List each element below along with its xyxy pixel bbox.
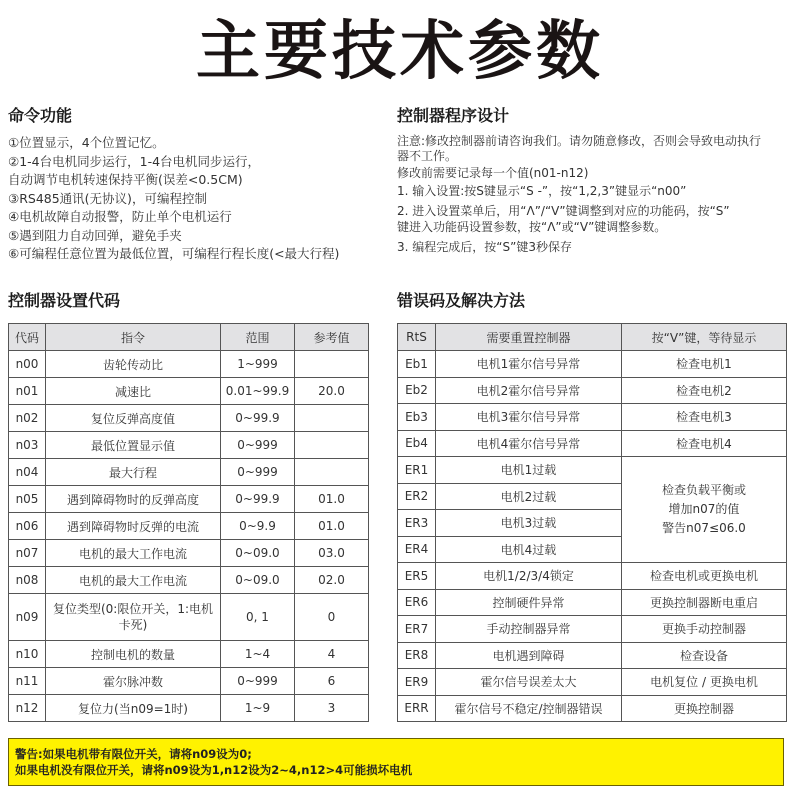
cell-instruction: 电机的最大工作电流 <box>46 567 221 594</box>
table-row <box>9 540 369 567</box>
cell-code: ER1 <box>398 457 436 484</box>
cell-range: 0~999 <box>221 432 295 459</box>
settings-table <box>8 323 369 722</box>
cell-code: ER4 <box>398 536 436 563</box>
cell-description: 霍尔信号误差太大 <box>436 669 622 696</box>
cell-description: 霍尔信号不稳定/控制器错误 <box>436 695 622 722</box>
cell-action: 电机复位 / 更换电机 <box>622 669 787 696</box>
cell-code: n11 <box>9 668 46 695</box>
cell-ref <box>295 432 369 459</box>
command-functions-list <box>8 134 339 264</box>
program-line: 注意:修改控制器前请咨询我们。请勿随意修改，否则会导致电动执行 <box>397 134 762 148</box>
cell-code: ER5 <box>398 563 436 590</box>
table-row <box>398 589 787 616</box>
table-row <box>398 377 787 404</box>
cell-instruction: 遇到障碍物时的反弹高度 <box>46 486 221 513</box>
program-line: 键进入功能码设置参数，按“Λ”或“V”键调整参数。 <box>397 219 667 234</box>
cell-range: 1~4 <box>221 641 295 668</box>
table-row <box>398 669 787 696</box>
cell-description: 电机1/2/3/4锁定 <box>436 563 622 590</box>
cell-code: ER8 <box>398 642 436 669</box>
program-design-text <box>397 133 761 257</box>
warning-box <box>8 738 784 786</box>
cell-code: Eb2 <box>398 377 436 404</box>
table-header-row <box>9 324 369 351</box>
cell-instruction: 电机的最大工作电流 <box>46 540 221 567</box>
column-header-range: 范围 <box>221 324 295 351</box>
cell-description: 手动控制器异常 <box>436 616 622 643</box>
program-line: 修改前需要记录每一个值(n01-n12) <box>397 166 589 180</box>
table-row <box>9 567 369 594</box>
table-row <box>398 563 787 590</box>
cell-instruction: 减速比 <box>46 378 221 405</box>
table-row <box>398 616 787 643</box>
cell-action: 检查设备 <box>622 642 787 669</box>
command-line: ⑤遇到阻力自动回弹，避免手夹 <box>8 227 182 243</box>
cell-action-merged <box>622 457 787 563</box>
column-header-action: 按“V”键，等待显示 <box>622 324 787 351</box>
program-line: 器不工作。 <box>397 148 458 163</box>
cell-code: Eb4 <box>398 430 436 457</box>
cell-code: Eb1 <box>398 351 436 378</box>
table-row <box>398 430 787 457</box>
cell-range: 0~99.9 <box>221 405 295 432</box>
cell-description: 电机遇到障碍 <box>436 642 622 669</box>
error-table-heading: 错误码及解决方法 <box>397 291 526 310</box>
cell-description: 电机2霍尔信号异常 <box>436 377 622 404</box>
table-row <box>9 668 369 695</box>
cell-code: ER3 <box>398 510 436 537</box>
table-row <box>398 695 787 722</box>
cell-ref: 0 <box>295 594 369 641</box>
cell-code: n09 <box>9 594 46 641</box>
cell-action: 检查电机1 <box>622 351 787 378</box>
cell-code: n02 <box>9 405 46 432</box>
program-design-heading: 控制器程序设计 <box>397 106 510 125</box>
cell-code: n00 <box>9 351 46 378</box>
cell-description: 电机4霍尔信号异常 <box>436 430 622 457</box>
cell-range: 0~09.0 <box>221 540 295 567</box>
cell-range: 1~9 <box>221 695 295 722</box>
column-header-instruction: 指令 <box>46 324 221 351</box>
page-title: 主要技术参数 <box>196 15 604 89</box>
cell-ref: 3 <box>295 695 369 722</box>
table-row <box>9 594 369 641</box>
cell-description: 电机3过载 <box>436 510 622 537</box>
cell-action: 检查电机3 <box>622 404 787 431</box>
cell-ref: 01.0 <box>295 513 369 540</box>
cell-range: 0.01~99.9 <box>221 378 295 405</box>
cell-range: 0~999 <box>221 459 295 486</box>
cell-action: 检查电机或更换电机 <box>622 563 787 590</box>
column-header-code: RtS <box>398 324 436 351</box>
cell-range: 0~09.0 <box>221 567 295 594</box>
cell-ref <box>295 351 369 378</box>
table-row <box>9 351 369 378</box>
cell-code: n10 <box>9 641 46 668</box>
cell-instruction: 复位反弹高度值 <box>46 405 221 432</box>
cell-instruction: 霍尔脉冲数 <box>46 668 221 695</box>
command-functions-heading: 命令功能 <box>8 106 73 125</box>
cell-instruction: 复位力(当n09=1时) <box>46 695 221 722</box>
cell-action: 检查电机2 <box>622 377 787 404</box>
cell-action: 更换控制器断电重启 <box>622 589 787 616</box>
cell-description: 电机3霍尔信号异常 <box>436 404 622 431</box>
cell-ref: 03.0 <box>295 540 369 567</box>
cell-code: n08 <box>9 567 46 594</box>
action-line: 警告n07≤06.0 <box>662 521 746 535</box>
command-line: ③RS485通讯(无协议)，可编程控制 <box>8 190 207 206</box>
cell-code: n03 <box>9 432 46 459</box>
table-row <box>9 513 369 540</box>
cell-code: ERR <box>398 695 436 722</box>
table-row <box>398 642 787 669</box>
command-line: ①位置显示，4个位置记忆。 <box>8 135 165 150</box>
cell-range: 0~99.9 <box>221 486 295 513</box>
cell-range: 0, 1 <box>221 594 295 641</box>
cell-code: ER9 <box>398 669 436 696</box>
table-row <box>9 459 369 486</box>
table-row <box>9 432 369 459</box>
command-line: ②1-4台电机同步运行，1-4台电机同步运行， <box>8 153 261 169</box>
cell-action: 更换控制器 <box>622 695 787 722</box>
cell-code: n01 <box>9 378 46 405</box>
cell-range: 1~999 <box>221 351 295 378</box>
command-line: ④电机故障自动报警，防止单个电机运行 <box>8 209 232 224</box>
cell-description: 电机1过载 <box>436 457 622 484</box>
cell-code: Eb3 <box>398 404 436 431</box>
table-row <box>9 695 369 722</box>
cell-ref: 4 <box>295 641 369 668</box>
settings-table-heading: 控制器设置代码 <box>8 291 121 310</box>
cell-instruction: 最低位置显示值 <box>46 432 221 459</box>
column-header-ref: 参考值 <box>295 324 369 351</box>
warning-line-2: 如果电机没有限位开关，请将n09设为1,n12设为2~4,n12>4可能损坏电机 <box>15 763 413 777</box>
table-row <box>398 457 787 484</box>
cell-instruction: 复位类型(0:限位开关，1:电机卡死) <box>46 594 221 641</box>
cell-instruction: 齿轮传动比 <box>46 351 221 378</box>
program-line: 1. 输入设置:按S键显示“S -”，按“1,2,3”键显示“n00” <box>397 183 687 198</box>
error-table <box>397 323 787 722</box>
cell-code: ER2 <box>398 483 436 510</box>
cell-range: 0~999 <box>221 668 295 695</box>
cell-description: 电机2过载 <box>436 483 622 510</box>
program-line: 2. 进入设置菜单后，用“Λ”/“V”键调整到对应的功能码，按“S” <box>397 204 730 218</box>
action-line: 检查负载平衡或 <box>661 483 746 497</box>
action-line: 增加n07的值 <box>668 502 740 516</box>
command-line: 自动调节电机转速保持平衡(误差<0.5CM) <box>8 172 243 187</box>
cell-instruction: 最大行程 <box>46 459 221 486</box>
cell-ref <box>295 405 369 432</box>
cell-ref: 20.0 <box>295 378 369 405</box>
cell-code: ER6 <box>398 589 436 616</box>
cell-range: 0~9.9 <box>221 513 295 540</box>
cell-description: 电机1霍尔信号异常 <box>436 351 622 378</box>
cell-instruction: 遇到障碍物时反弹的电流 <box>46 513 221 540</box>
cell-code: n05 <box>9 486 46 513</box>
cell-code: n12 <box>9 695 46 722</box>
cell-code: ER7 <box>398 616 436 643</box>
cell-ref: 01.0 <box>295 486 369 513</box>
table-header-row <box>398 324 787 351</box>
cell-instruction: 控制电机的数量 <box>46 641 221 668</box>
table-row <box>398 404 787 431</box>
cell-code: n06 <box>9 513 46 540</box>
cell-description: 电机4过载 <box>436 536 622 563</box>
cell-code: n04 <box>9 459 46 486</box>
table-row <box>398 351 787 378</box>
program-line: 3. 编程完成后，按“S”键3秒保存 <box>397 240 572 254</box>
cell-ref <box>295 459 369 486</box>
table-row <box>9 378 369 405</box>
table-row <box>9 486 369 513</box>
cell-ref: 6 <box>295 668 369 695</box>
warning-line-1: 警告:如果电机带有限位开关，请将n09设为0; <box>15 747 252 761</box>
cell-description: 控制硬件异常 <box>436 589 622 616</box>
column-header-description: 需要重置控制器 <box>436 324 622 351</box>
cell-action: 检查电机4 <box>622 430 787 457</box>
command-line: ⑥可编程任意位置为最低位置，可编程行程长度(<最大行程) <box>8 246 340 261</box>
table-row <box>9 405 369 432</box>
table-row <box>9 641 369 668</box>
cell-action: 更换手动控制器 <box>622 616 787 643</box>
cell-ref: 02.0 <box>295 567 369 594</box>
column-header-code: 代码 <box>9 324 46 351</box>
cell-code: n07 <box>9 540 46 567</box>
